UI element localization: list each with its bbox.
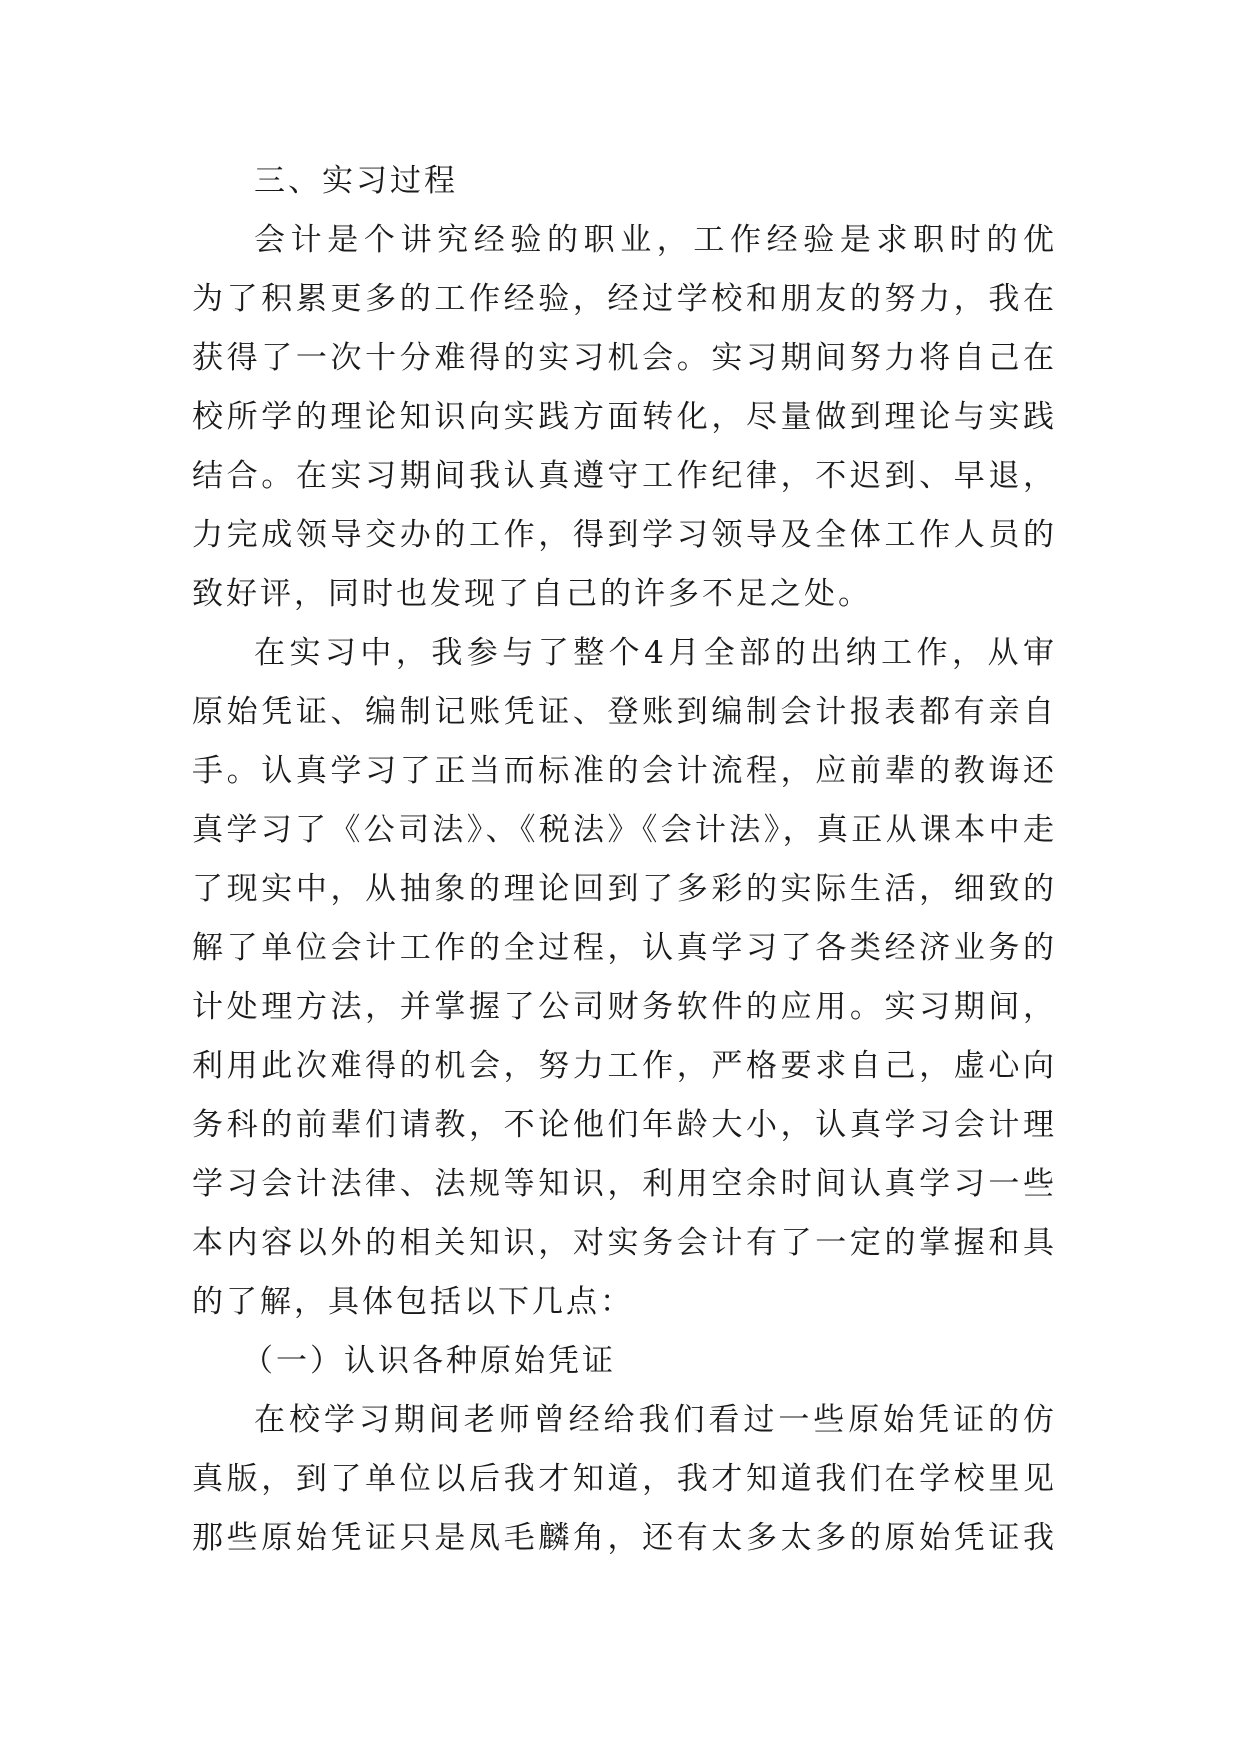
paragraph-line: 真学习了《公司法》、《税法》《会计法》，真正从课本中走 bbox=[192, 812, 1057, 848]
paragraph-line: 获得了一次十分难得的实习机会。实习期间努力将自己在 bbox=[192, 340, 1057, 376]
paragraph-line: 利用此次难得的机会，努力工作，严格要求自己，虚心向 bbox=[192, 1048, 1057, 1084]
paragraph-line: 力完成领导交办的工作，得到学习领导及全体工作人员的 bbox=[192, 517, 1057, 553]
subsection-heading: （一）认识各种原始凭证 bbox=[242, 1343, 616, 1379]
paragraph-line: 学习会计法律、法规等知识，利用空余时间认真学习一些 bbox=[192, 1166, 1057, 1202]
paragraph-line: 在校学习期间老师曾经给我们看过一些原始凭证的仿 bbox=[254, 1402, 1057, 1438]
paragraph-line: 原始凭证、编制记账凭证、登账到编制会计报表都有亲自 bbox=[192, 694, 1057, 730]
paragraph-line: 在实习中，我参与了整个4月全部的出纳工作，从审 bbox=[254, 635, 1057, 671]
paragraph-line: 解了单位会计工作的全过程，认真学习了各类经济业务的 bbox=[192, 930, 1057, 966]
paragraph-line: 那些原始凭证只是凤毛麟角，还有太多太多的原始凭证我 bbox=[192, 1520, 1057, 1556]
paragraph-line: 手。认真学习了正当而标准的会计流程，应前辈的教诲还 bbox=[192, 753, 1057, 789]
paragraph-line: 校所学的理论知识向实践方面转化，尽量做到理论与实践 bbox=[192, 399, 1057, 435]
paragraph-3 bbox=[192, 1391, 1057, 1568]
paragraph-line: 务科的前辈们请教，不论他们年龄大小，认真学习会计理 bbox=[192, 1107, 1057, 1143]
paragraph-line: 的了解，具体包括以下几点： bbox=[192, 1284, 634, 1320]
section-heading: 三、实习过程 bbox=[254, 163, 458, 199]
paragraph-line: 致好评，同时也发现了自己的许多不足之处。 bbox=[192, 576, 872, 612]
paragraph-line: 结合。在实习期间我认真遵守工作纪律，不迟到、早退， bbox=[192, 458, 1057, 494]
paragraph-1 bbox=[192, 211, 1057, 624]
paragraph-2 bbox=[192, 624, 1057, 1332]
document-body bbox=[192, 152, 1057, 1568]
paragraph-line: 会计是个讲究经验的职业，工作经验是求职时的优 bbox=[254, 222, 1057, 258]
paragraph-line: 计处理方法，并掌握了公司财务软件的应用。实习期间， bbox=[192, 989, 1057, 1025]
paragraph-line: 了现实中，从抽象的理论回到了多彩的实际生活，细致的 bbox=[192, 871, 1057, 907]
paragraph-line: 本内容以外的相关知识，对实务会计有了一定的掌握和具 bbox=[192, 1225, 1057, 1261]
paragraph-line: 为了积累更多的工作经验，经过学校和朋友的努力，我在 bbox=[192, 281, 1057, 317]
paragraph-line: 真版，到了单位以后我才知道，我才知道我们在学校里见 bbox=[192, 1461, 1057, 1497]
